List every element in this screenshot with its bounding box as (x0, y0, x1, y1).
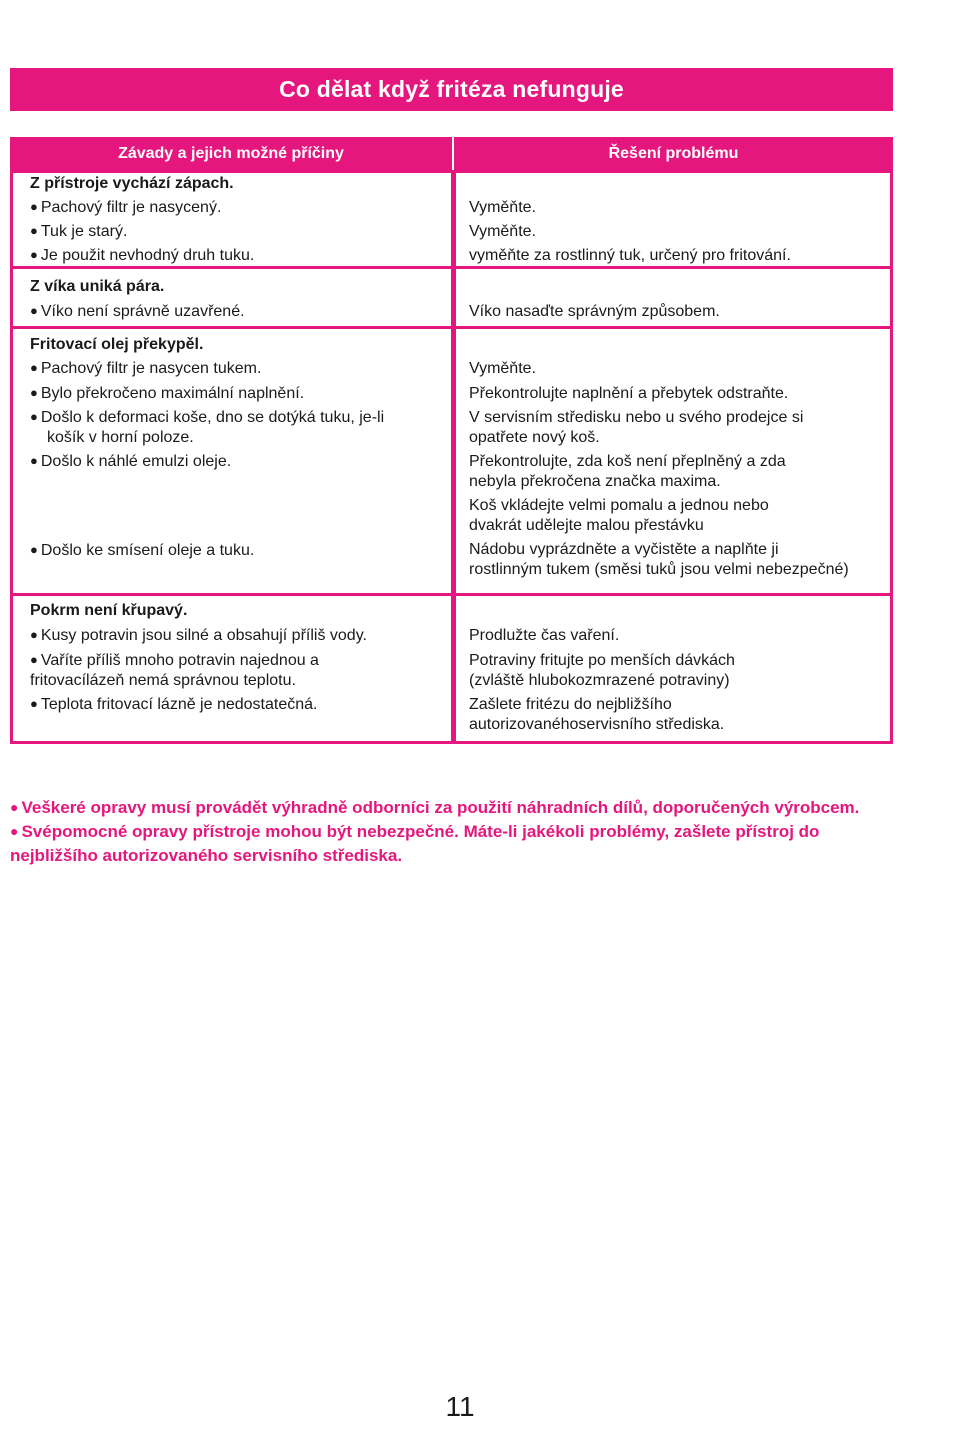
cause-item: ● Vaříte příliš mnoho potravin najednou a (30, 651, 319, 671)
solution-item: Potraviny fritujte po menších dávkách (469, 652, 735, 669)
troubleshooting-table (10, 137, 893, 744)
row-heading: Z přístroje vychází zápach. (30, 175, 234, 192)
cause-item: ● Došlo k náhlé emulzi oleje. (30, 452, 231, 472)
solution-item: Překontrolujte, zda koš není přeplněný a zda (469, 453, 786, 470)
cause-item: ● Pachový filtr je nasycený. (30, 198, 221, 218)
solution-item: Koš vkládejte velmi pomalu a jednou nebo (469, 497, 769, 514)
row-heading: Z víka uniká pára. (30, 278, 165, 295)
header-causes: Závady a jejich možné příčiny (10, 137, 452, 170)
warning-note-text: Veškeré opravy musí provádět výhradně odborníci za použití náhradních dílů, doporučených výrobcem. (21, 798, 860, 817)
row-heading: Pokrm není křupavý. (30, 602, 188, 619)
cause-item: ● Pachový filtr je nasycen tukem. (30, 359, 261, 379)
solution-item: Vyměňte. (469, 360, 536, 377)
cause-item-continued: fritovacílázeň nemá správnou teplotu. (30, 672, 296, 689)
solution-item-continued: rostlinným tukem (směsi tuků jsou velmi nebezpečné) (469, 561, 849, 578)
bullet-icon: ● (10, 799, 19, 815)
solution-item: vyměňte za rostlinný tuk, určený pro fritování. (469, 247, 791, 264)
cause-item: ● Je použit nevhodný druh tuku. (30, 246, 254, 266)
page-title: Co dělat když fritéza nefunguje (10, 68, 893, 111)
solution-item-continued: opatřete nový koš. (469, 429, 600, 446)
bullet-icon: ● (10, 823, 19, 839)
cause-item-continued: košík v horní poloze. (47, 429, 194, 446)
cause-item: ● Teplota fritovací lázně je nedostatečná. (30, 695, 317, 715)
cause-item: ● Kusy potravin jsou silné a obsahují příliš vody. (30, 626, 367, 646)
solution-item: Vyměňte. (469, 199, 536, 216)
solution-item: Zašlete fritézu do nejbližšího (469, 696, 672, 713)
solution-item-continued: dvakrát udělejte malou přestávku (469, 517, 704, 534)
solution-item-continued: (zvláště hlubokozmrazené potraviny) (469, 672, 730, 689)
warning-notes (10, 796, 895, 867)
solution-item: Překontrolujte naplnění a přebytek odstraňte. (469, 385, 789, 402)
solution-item: Prodlužte čas vaření. (469, 627, 620, 644)
cause-item: ● Bylo překročeno maximální naplnění. (30, 384, 304, 404)
solution-item: Víko nasaďte správným způsobem. (469, 303, 720, 320)
header-solutions: Řešení problému (454, 137, 893, 170)
page-number: 11 (445, 1391, 475, 1422)
cause-item: ● Víko není správně uzavřené. (30, 302, 245, 322)
solution-item: V servisním středisku nebo u svého prodejce si (469, 409, 804, 426)
solution-item: Vyměňte. (469, 223, 536, 240)
row-heading: Fritovací olej překypěl. (30, 336, 204, 353)
cause-item: ● Došlo ke smísení oleje a tuku. (30, 541, 254, 561)
warning-note-text: Svépomocné opravy přístroje mohou být nebezpečné. Máte-li jakékoli problémy, zašlete přístroj do nejbližšího autorizovaného servisního střediska. (10, 822, 820, 865)
warning-note (10, 820, 895, 867)
solution-item-continued: nebyla překročena značka maxima. (469, 473, 721, 490)
warning-note (10, 796, 895, 820)
cause-item: ● Tuk je starý. (30, 222, 127, 242)
solution-item-continued: autorizovanéhoservisního střediska. (469, 716, 725, 733)
solution-item: Nádobu vyprázdněte a vyčistěte a naplňte ji (469, 541, 779, 558)
cause-item: ● Došlo k deformaci koše, dno se dotýká tuku, je-li (30, 408, 384, 428)
